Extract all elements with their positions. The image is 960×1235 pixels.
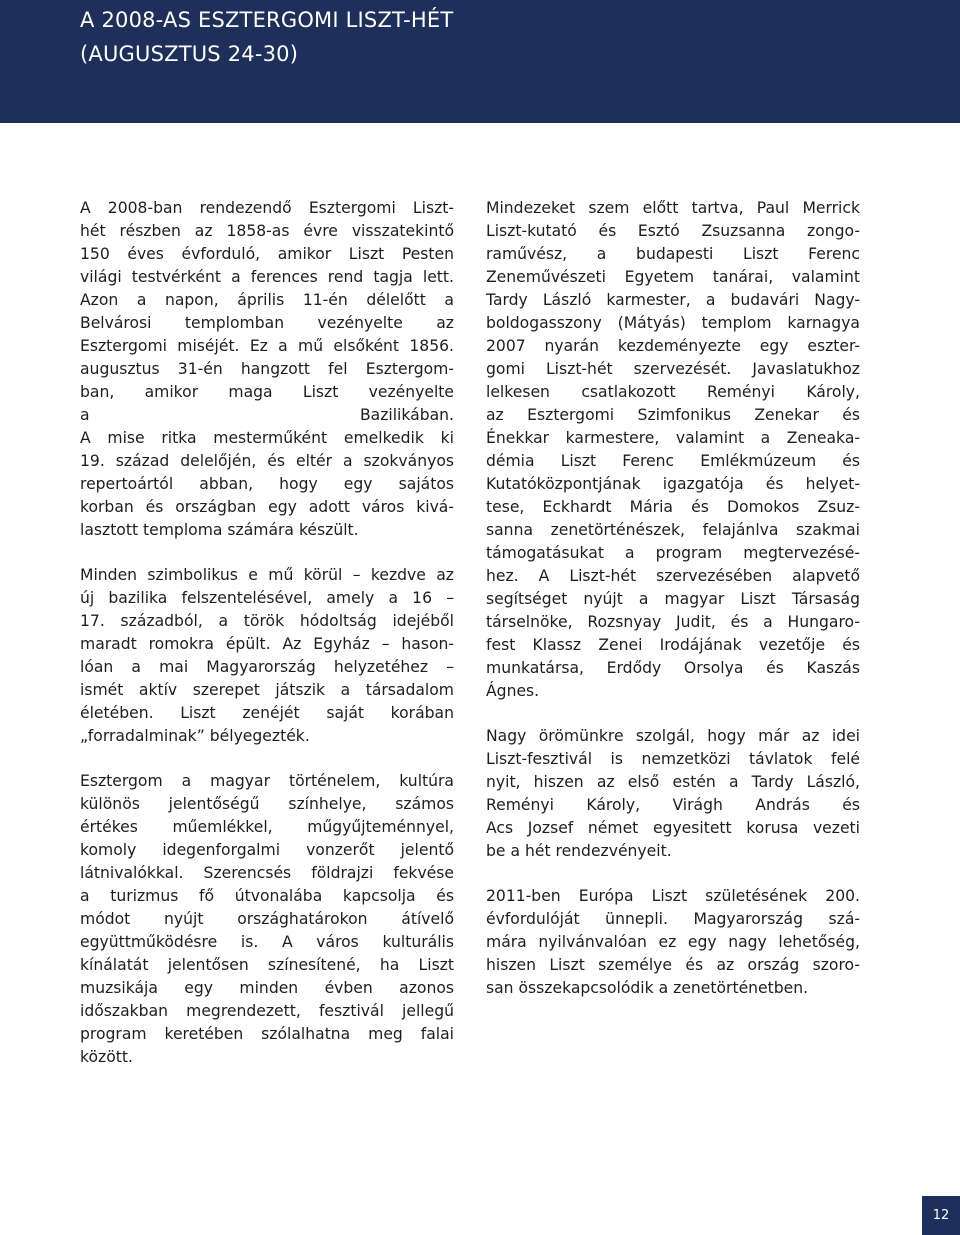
text-line: hez. A Liszt-hét szervezésében alapvető	[486, 567, 860, 585]
text-line: társelnöke, Rozsnyay Judit, és a Hungaro-	[486, 613, 860, 631]
right-paragraph-1	[486, 197, 860, 703]
text-line: világi testvérként a ferences rend tagja lett.	[80, 268, 454, 286]
text-line: Mindezeket szem előtt tartva, Paul Merrick	[486, 199, 860, 217]
text-line: hiszen Liszt személye és az ország szoro-	[486, 956, 860, 974]
text-line: korban és országban egy adott város kivá-	[80, 498, 454, 516]
text-line: gomi Liszt-hét szervezését. Javaslatukhoz	[486, 360, 860, 378]
text-line: raművész, a budapesti Liszt Ferenc	[486, 245, 860, 263]
text-line: 150 éves évforduló, amikor Liszt Pesten	[80, 245, 454, 263]
text-line: repertoártól abban, hogy egy sajátos	[80, 475, 454, 493]
text-line: Acs Jozsef német egyesitett korusa vezeti	[486, 819, 860, 837]
text-line: a turizmus fő útvonalába kapcsolja és	[80, 887, 454, 905]
text-line: Zeneművészeti Egyetem tanárai, valamint	[486, 268, 860, 286]
text-line: nyit, hiszen az első estén a Tardy László,	[486, 773, 860, 791]
right-paragraph-2	[486, 725, 860, 863]
right-column	[486, 197, 860, 1022]
text-line: ismét aktív szerepet játszik a társadalom	[80, 681, 454, 699]
text-line: 2011-ben Európa Liszt születésének 200.	[486, 887, 860, 905]
text-line: lóan a mai Magyarország helyzetéhez –	[80, 658, 454, 676]
text-line: együttműködésre is. A város kulturális	[80, 933, 454, 951]
text-line: maradt romokra épült. Az Egyház – hason-	[80, 635, 454, 653]
page-title	[80, 3, 453, 71]
text-line: Esztergom a magyar történelem, kultúra	[80, 772, 454, 790]
text-line: „forradalminak” bélyegezték.	[80, 727, 310, 745]
text-line: ban, amikor maga Liszt vezényelte	[80, 383, 454, 401]
text-line: a Bazilikában.	[80, 406, 454, 424]
text-line: Minden szimbolikus e mű körül – kezdve az	[80, 566, 454, 584]
text-line: komoly idegenforgalmi vonzerőt jelentő	[80, 841, 454, 859]
text-line: az Esztergomi Szimfonikus Zenekar és	[486, 406, 860, 424]
text-line: támogatásukat a program megtervezésé-	[486, 544, 860, 562]
text-line: lasztott temploma számára készült.	[80, 521, 359, 539]
left-paragraph-1	[80, 197, 454, 542]
page-number: 12	[922, 1196, 960, 1235]
text-line: látnivalókkal. Szerencsés földrajzi fekvése	[80, 864, 454, 882]
text-line: segítséget nyújt a magyar Liszt Társaság	[486, 590, 860, 608]
text-line: Belvárosi templomban vezényelte az	[80, 314, 454, 332]
text-line: Liszt-fesztivál is nemzetközi távlatok felé	[486, 750, 860, 768]
text-line: között.	[80, 1048, 133, 1066]
text-line: sanna zenetörténészek, felajánlva szakmai	[486, 521, 860, 539]
text-line: A mise ritka mesterműként emelkedik ki	[80, 429, 454, 447]
text-line: démia Liszt Ferenc Emlékmúzeum és	[486, 452, 860, 470]
left-column	[80, 197, 454, 1091]
text-line: Ágnes.	[486, 682, 540, 700]
text-line: 2007 nyarán kezdeményezte egy eszter-	[486, 337, 860, 355]
text-line: Kutatóközpontjának igazgatója és helyet-	[486, 475, 860, 493]
text-line: 19. század delelőjén, és eltér a szokványos	[80, 452, 454, 470]
header-banner	[0, 0, 960, 123]
page-title-line-1: A 2008-AS ESZTERGOMI LISZT-HÉT	[80, 8, 454, 32]
text-line: lelkesen csatlakozott Reményi Károly,	[486, 383, 860, 401]
text-line: boldogasszony (Mátyás) templom karnagya	[486, 314, 860, 332]
text-line: Esztergomi miséjét. Ez a mű elsőként 1856.	[80, 337, 454, 355]
text-line: értékes műemlékkel, műgyűjteménnyel,	[80, 818, 454, 836]
text-line: program keretében szólalhatna meg falai	[80, 1025, 454, 1043]
text-line: san összekapcsolódik a zenetörténetben.	[486, 979, 809, 997]
text-line: módot nyújt országhatárokon átívelő	[80, 910, 454, 928]
page-title-line-2: (AUGUSZTUS 24-30)	[80, 42, 299, 66]
text-line: tese, Eckhardt Mária és Domokos Zsuz-	[486, 498, 860, 516]
text-line: 17. századból, a török hódoltság idejéből	[80, 612, 454, 630]
text-line: kínálatát jelentősen színesítené, ha Liszt	[80, 956, 454, 974]
text-line: Reményi Károly, Virágh András és	[486, 796, 860, 814]
text-line: fest Klassz Zenei Irodájának vezetője és	[486, 636, 860, 654]
text-line: időszakban megrendezett, fesztivál jellegű	[80, 1002, 454, 1020]
text-line: Azon a napon, április 11-én délelőtt a	[80, 291, 454, 309]
text-line: Nagy örömünkre szolgál, hogy már az idei	[486, 727, 860, 745]
left-paragraph-2	[80, 564, 454, 748]
text-line: be a hét rendezvényeit.	[486, 842, 672, 860]
text-line: mára nyilvánvalóan ez egy nagy lehetőség,	[486, 933, 860, 951]
right-paragraph-3	[486, 885, 860, 1000]
left-paragraph-3	[80, 770, 454, 1069]
text-line: Liszt-kutató és Esztó Zsuzsanna zongo-	[486, 222, 860, 240]
text-line: Tardy László karmester, a budavári Nagy-	[486, 291, 860, 309]
text-line: A 2008-ban rendezendő Esztergomi Liszt-	[80, 199, 454, 217]
text-line: Énekkar karmestere, valamint a Zeneaka-	[486, 429, 860, 447]
text-line: munkatársa, Erdődy Orsolya és Kaszás	[486, 659, 860, 677]
text-line: muzsikája egy minden évben azonos	[80, 979, 454, 997]
text-line: hét részben az 1858-as évre visszatekintő	[80, 222, 454, 240]
text-line: évfordulóját ünnepli. Magyarország szá-	[486, 910, 860, 928]
text-line: augusztus 31-én hangzott fel Esztergom-	[80, 360, 454, 378]
text-line: életében. Liszt zenéjét saját korában	[80, 704, 454, 722]
text-line: különös jelentőségű színhelye, számos	[80, 795, 454, 813]
text-line: új bazilika felszentelésével, amely a 16 –	[80, 589, 454, 607]
